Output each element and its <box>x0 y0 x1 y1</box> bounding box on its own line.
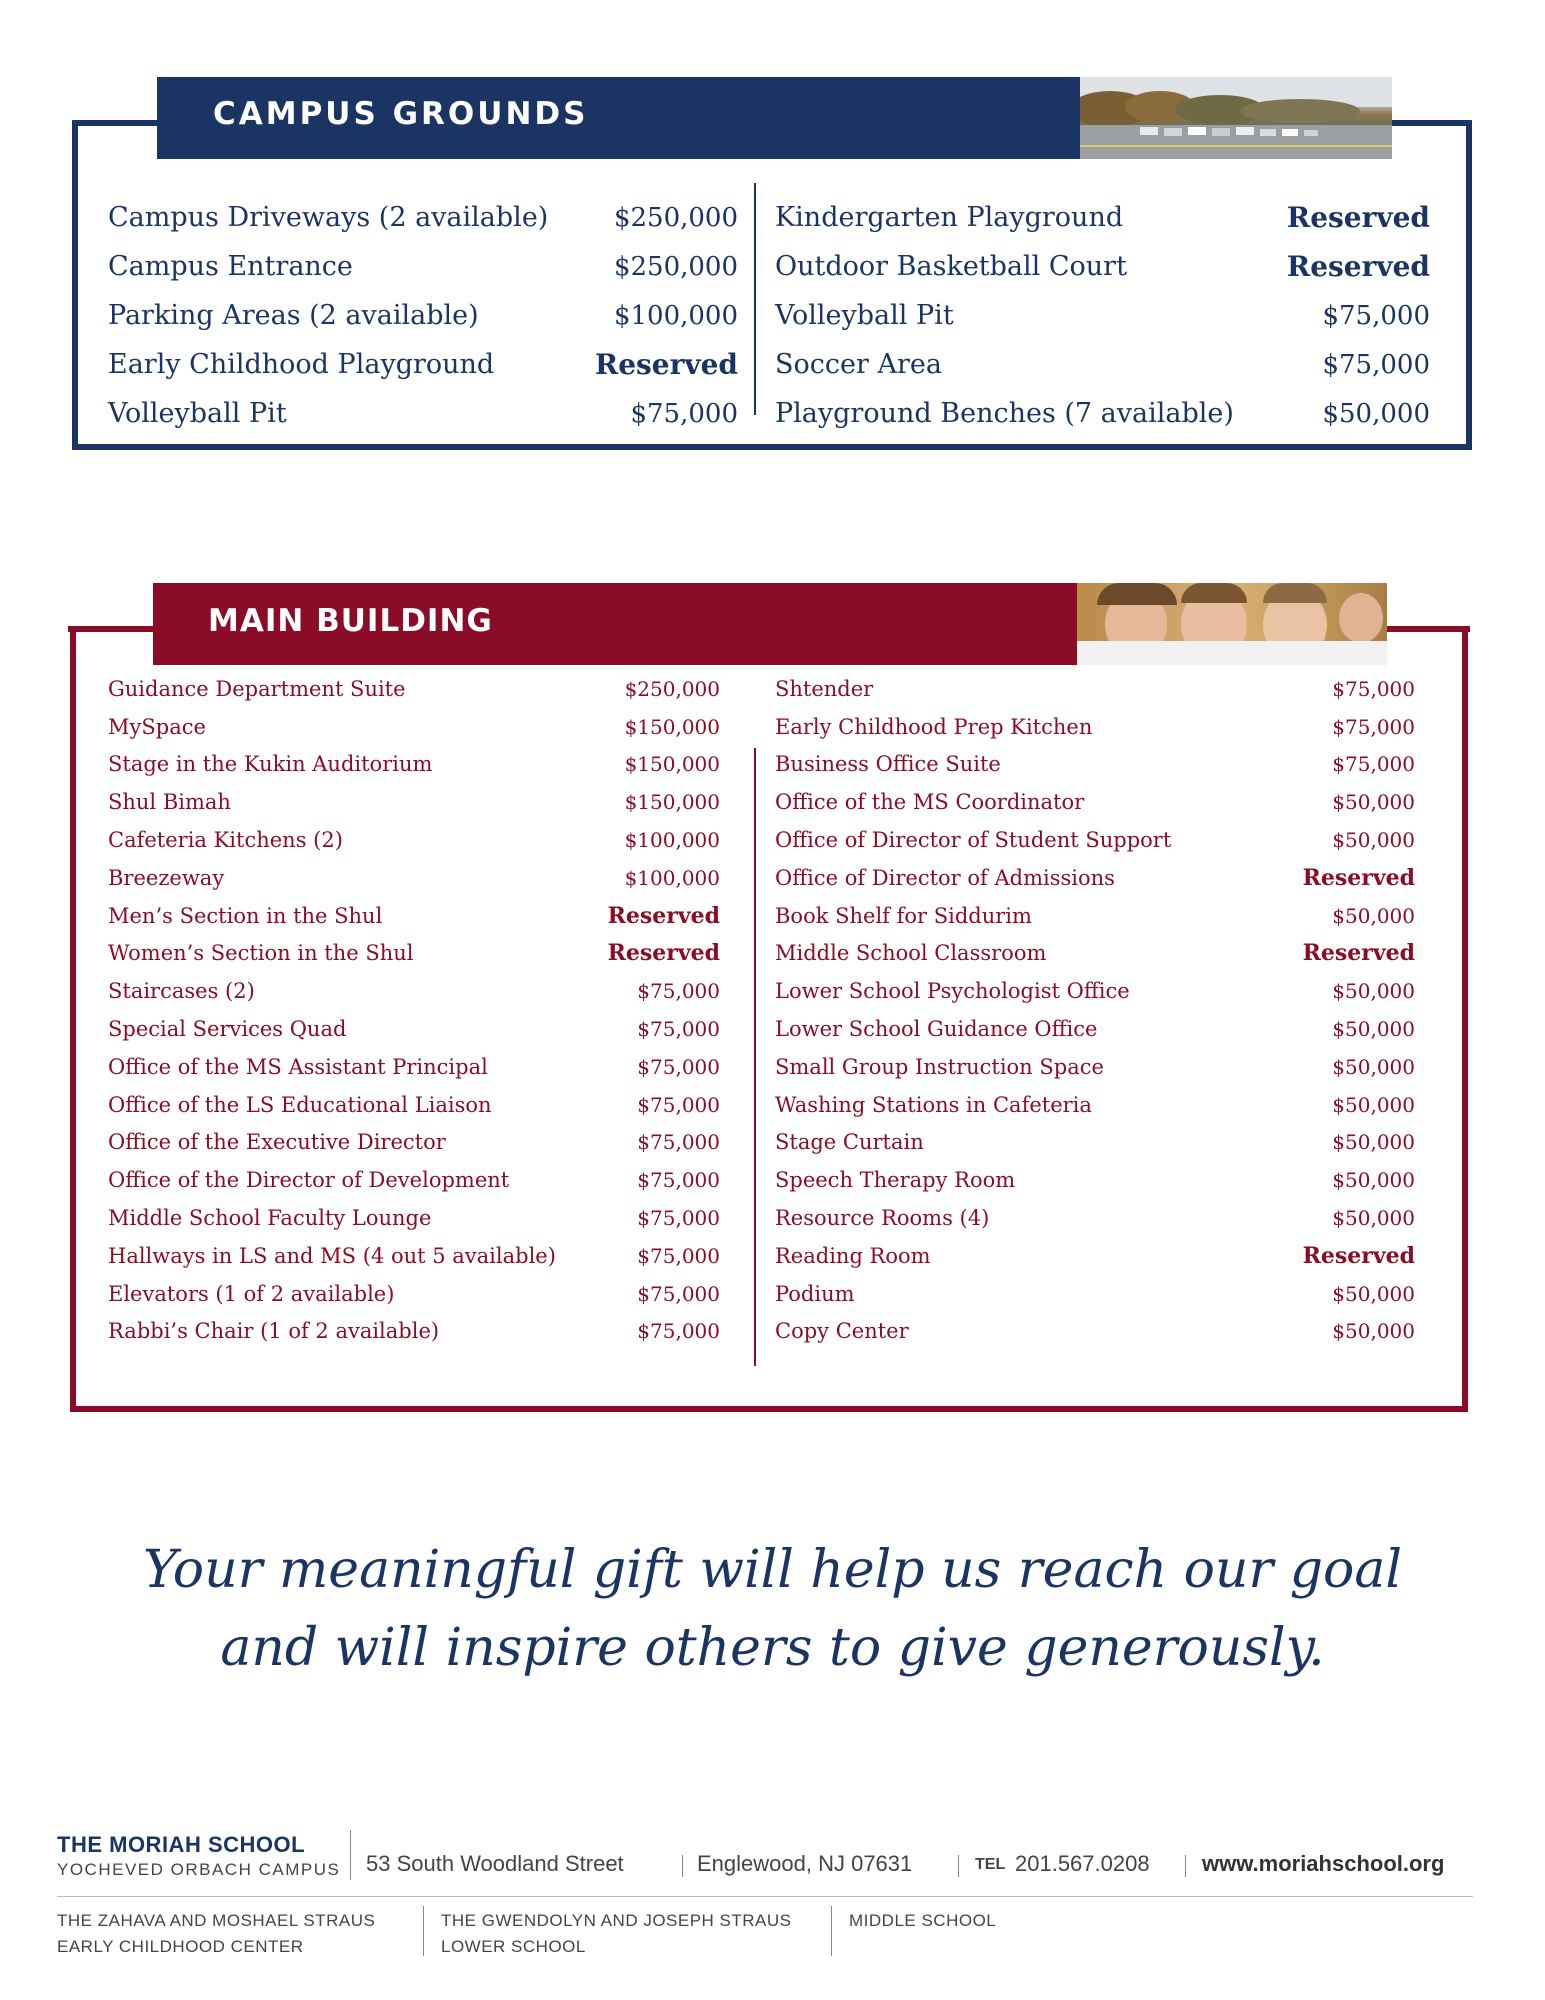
sponsorship-row <box>108 389 738 438</box>
sponsorship-item-name: Office of the Director of Development <box>108 1168 510 1193</box>
sponsorship-item-name: Guidance Department Suite <box>108 676 406 701</box>
main-building-column-divider <box>754 748 756 1366</box>
sponsorship-item-name: Office of Director of Student Support <box>775 828 1172 853</box>
sponsorship-price: $50,000 <box>1322 398 1430 429</box>
sponsorship-price: $75,000 <box>637 1281 720 1306</box>
reserved-badge: Reserved <box>1302 940 1415 967</box>
sponsorship-row <box>108 708 720 746</box>
sponsorship-row <box>775 859 1415 897</box>
sponsorship-row <box>775 340 1430 389</box>
reserved-badge: Reserved <box>607 902 720 929</box>
sponsorship-item-name: Outdoor Basketball Court <box>775 251 1127 282</box>
reserved-badge: Reserved <box>1302 1242 1415 1269</box>
sponsorship-item-name: Podium <box>775 1281 855 1306</box>
sponsorship-row <box>775 935 1415 973</box>
student-hair <box>1263 583 1327 603</box>
sponsorship-row <box>775 1237 1415 1275</box>
sponsorship-row <box>775 1124 1415 1162</box>
sponsorship-price: $50,000 <box>1332 1319 1415 1344</box>
sponsorship-item-name: Stage Curtain <box>775 1130 924 1155</box>
sponsorship-item-name: Staircases (2) <box>108 979 255 1004</box>
sponsorship-price: $50,000 <box>1332 790 1415 815</box>
reserved-badge: Reserved <box>594 348 738 381</box>
sponsorship-price: $75,000 <box>1332 752 1415 777</box>
sponsorship-price: $75,000 <box>637 1130 720 1155</box>
sponsorship-price: $150,000 <box>624 714 720 739</box>
campus-grounds-right-list <box>775 193 1430 438</box>
student-face <box>1339 593 1383 643</box>
sponsorship-item-name: Copy Center <box>775 1319 909 1344</box>
tagline-line-2: and will inspire others to give generously. <box>220 1618 1325 1678</box>
sponsorship-item-name: Kindergarten Playground <box>775 202 1124 233</box>
sponsorship-item-name: Early Childhood Playground <box>108 349 495 380</box>
division-line-2: LOWER SCHOOL <box>441 1937 586 1956</box>
sponsorship-row <box>108 1086 720 1124</box>
sponsorship-price: $75,000 <box>637 1206 720 1231</box>
sponsorship-item-name: Women’s Section in the Shul <box>108 941 414 966</box>
sponsorship-row <box>775 1161 1415 1199</box>
sponsorship-item-name: Office of Director of Admissions <box>775 865 1115 890</box>
sponsorship-row <box>775 242 1430 291</box>
sponsorship-item-name: Stage in the Kukin Auditorium <box>108 752 433 777</box>
sponsorship-price: $75,000 <box>637 1243 720 1268</box>
sponsorship-price: $50,000 <box>1332 1206 1415 1231</box>
campus-grounds-left-list <box>108 193 738 438</box>
reserved-badge: Reserved <box>1302 864 1415 891</box>
sponsorship-item-name: Office of the LS Educational Liaison <box>108 1092 492 1117</box>
division-line-1: THE GWENDOLYN AND JOSEPH STRAUS <box>441 1911 792 1930</box>
sponsorship-price: $50,000 <box>1332 1017 1415 1042</box>
campus-parking-photo <box>1080 77 1392 159</box>
sponsorship-row <box>108 746 720 784</box>
campus-photo-illustration <box>1080 77 1392 159</box>
sponsorship-row <box>108 859 720 897</box>
sponsorship-item-name: Hallways in LS and MS (4 out 5 available) <box>108 1243 556 1268</box>
sponsorship-price: $75,000 <box>637 979 720 1004</box>
footer-divider <box>423 1906 424 1956</box>
sponsorship-item-name: Office of the MS Assistant Principal <box>108 1054 488 1079</box>
footer-phone[interactable]: 201.567.0208 <box>1015 1851 1150 1876</box>
sponsorship-price: $75,000 <box>630 398 738 429</box>
footer-city: Englewood, NJ 07631 <box>697 1851 913 1876</box>
sponsorship-price: $75,000 <box>1322 300 1430 331</box>
footer-division-middle-school <box>849 1908 996 1934</box>
reserved-badge: Reserved <box>607 940 720 967</box>
sponsorship-price: $250,000 <box>613 251 738 282</box>
sponsorship-row <box>108 1161 720 1199</box>
footer-division-lower-school <box>441 1908 792 1960</box>
sponsorship-item-name: Middle School Classroom <box>775 941 1047 966</box>
sponsorship-row <box>775 193 1430 242</box>
sponsorship-price: $75,000 <box>1332 676 1415 701</box>
sponsorship-price: $150,000 <box>624 790 720 815</box>
sponsorship-item-name: Playground Benches (7 available) <box>775 398 1234 429</box>
sponsorship-item-name: Men’s Section in the Shul <box>108 903 383 928</box>
footer-divider <box>958 1855 959 1877</box>
division-line-1: THE ZAHAVA AND MOSHAEL STRAUS <box>57 1911 376 1930</box>
sponsorship-row <box>108 1048 720 1086</box>
sponsorship-row <box>108 1313 720 1351</box>
footer-divider <box>682 1855 683 1877</box>
sponsorship-row <box>775 897 1415 935</box>
sponsorship-item-name: Breezeway <box>108 865 225 890</box>
sponsorship-item-name: Office of the MS Coordinator <box>775 790 1085 815</box>
footer-horizontal-rule <box>57 1896 1473 1897</box>
student-hair <box>1181 583 1247 603</box>
sponsorship-price: $50,000 <box>1332 1092 1415 1117</box>
sponsorship-item-name: Cafeteria Kitchens (2) <box>108 828 343 853</box>
student-shirts <box>1077 641 1387 665</box>
footer-divider <box>831 1906 832 1956</box>
footer-street: 53 South Woodland Street <box>366 1851 624 1876</box>
sponsorship-row <box>108 1010 720 1048</box>
sponsorship-price: $250,000 <box>613 202 738 233</box>
campus-grounds-column-divider <box>754 183 756 415</box>
sponsorship-price: $250,000 <box>624 676 720 701</box>
sponsorship-item-name: Middle School Faculty Lounge <box>108 1206 432 1231</box>
main-building-right-list <box>775 670 1415 1350</box>
sponsorship-row <box>775 1048 1415 1086</box>
sponsorship-row <box>108 1199 720 1237</box>
sponsorship-row <box>775 746 1415 784</box>
sponsorship-item-name: Book Shelf for Siddurim <box>775 903 1032 928</box>
sponsorship-item-name: Business Office Suite <box>775 752 1001 777</box>
sponsorship-price: $75,000 <box>637 1168 720 1193</box>
sponsorship-price: $75,000 <box>1332 714 1415 739</box>
sponsorship-row <box>108 897 720 935</box>
footer-school-name: THE MORIAH SCHOOL <box>57 1832 306 1857</box>
sponsorship-row <box>108 242 738 291</box>
student-hair <box>1097 583 1177 605</box>
sponsorship-price: $75,000 <box>637 1017 720 1042</box>
sponsorship-row <box>108 1237 720 1275</box>
sponsorship-row <box>775 1199 1415 1237</box>
sponsorship-item-name: Shtender <box>775 676 874 701</box>
sponsorship-item-name: Volleyball Pit <box>775 300 954 331</box>
sponsorship-item-name: Small Group Instruction Space <box>775 1054 1104 1079</box>
sponsorship-row <box>775 291 1430 340</box>
division-line-1: MIDDLE SCHOOL <box>849 1911 997 1930</box>
sponsorship-price: $100,000 <box>613 300 738 331</box>
sponsorship-row <box>108 1275 720 1313</box>
sponsorship-item-name: Parking Areas (2 available) <box>108 300 479 331</box>
sponsorship-item-name: Campus Driveways (2 available) <box>108 202 549 233</box>
sponsorship-row <box>775 1086 1415 1124</box>
sponsorship-price: $50,000 <box>1332 903 1415 928</box>
sponsorship-price: $75,000 <box>637 1319 720 1344</box>
sponsorship-row <box>108 291 738 340</box>
sponsorship-price: $50,000 <box>1332 1281 1415 1306</box>
sponsorship-item-name: Volleyball Pit <box>108 398 287 429</box>
sponsorship-row <box>108 821 720 859</box>
sponsorship-price: $50,000 <box>1332 979 1415 1004</box>
sponsorship-row <box>775 1275 1415 1313</box>
sponsorship-row <box>108 783 720 821</box>
footer-division-early-childhood <box>57 1908 375 1960</box>
reserved-badge: Reserved <box>1286 250 1430 283</box>
footer-website-link[interactable]: www.moriahschool.org <box>1202 1851 1445 1876</box>
sponsorship-item-name: MySpace <box>108 714 206 739</box>
sponsorship-row <box>775 972 1415 1010</box>
sponsorship-row <box>775 708 1415 746</box>
sponsorship-row <box>108 340 738 389</box>
sponsorship-row <box>775 670 1415 708</box>
sponsorship-row <box>775 1313 1415 1351</box>
sponsorship-price: $150,000 <box>624 752 720 777</box>
sponsorship-row <box>108 193 738 242</box>
sponsorship-price: $50,000 <box>1332 1130 1415 1155</box>
tagline-line-1: Your meaningful gift will help us reach our goal <box>143 1540 1402 1600</box>
sponsorship-row <box>108 1124 720 1162</box>
sponsorship-row <box>108 670 720 708</box>
sponsorship-item-name: Soccer Area <box>775 349 942 380</box>
footer-divider <box>1185 1855 1186 1877</box>
sponsorship-row <box>775 783 1415 821</box>
sponsorship-item-name: Shul Bimah <box>108 790 231 815</box>
main-building-title: MAIN BUILDING <box>208 603 493 639</box>
students-photo <box>1077 583 1387 665</box>
sponsorship-row <box>775 1010 1415 1048</box>
sponsorship-row <box>775 821 1415 859</box>
campus-grounds-title: CAMPUS GROUNDS <box>213 96 589 132</box>
sponsorship-price: $75,000 <box>637 1092 720 1117</box>
main-building-left-list <box>108 670 720 1350</box>
sponsorship-item-name: Early Childhood Prep Kitchen <box>775 714 1093 739</box>
sponsorship-item-name: Elevators (1 of 2 available) <box>108 1281 395 1306</box>
sponsorship-price: $50,000 <box>1332 1168 1415 1193</box>
sponsorship-item-name: Campus Entrance <box>108 251 353 282</box>
sponsorship-price: $75,000 <box>637 1054 720 1079</box>
sponsorship-item-name: Lower School Psychologist Office <box>775 979 1130 1004</box>
sponsorship-item-name: Washing Stations in Cafeteria <box>775 1092 1092 1117</box>
reserved-badge: Reserved <box>1286 201 1430 234</box>
sponsorship-item-name: Reading Room <box>775 1243 931 1268</box>
sponsorship-item-name: Rabbi’s Chair (1 of 2 available) <box>108 1319 440 1344</box>
footer-divider <box>350 1830 351 1880</box>
sponsorship-price: $50,000 <box>1332 1054 1415 1079</box>
sponsorship-item-name: Office of the Executive Director <box>108 1130 446 1155</box>
footer-tel-label: TEL <box>975 1856 1006 1873</box>
sponsorship-item-name: Resource Rooms (4) <box>775 1206 990 1231</box>
sponsorship-item-name: Lower School Guidance Office <box>775 1017 1098 1042</box>
footer-campus-name: YOCHEVED ORBACH CAMPUS <box>57 1860 341 1879</box>
sponsorship-row <box>108 972 720 1010</box>
division-line-2: EARLY CHILDHOOD CENTER <box>57 1937 304 1956</box>
sponsorship-row <box>108 935 720 973</box>
sponsorship-price: $50,000 <box>1332 828 1415 853</box>
sponsorship-price: $100,000 <box>624 865 720 890</box>
sponsorship-item-name: Special Services Quad <box>108 1017 347 1042</box>
sponsorship-row <box>775 389 1430 438</box>
sponsorship-price: $75,000 <box>1322 349 1430 380</box>
sponsorship-item-name: Speech Therapy Room <box>775 1168 1016 1193</box>
sponsorship-price: $100,000 <box>624 828 720 853</box>
